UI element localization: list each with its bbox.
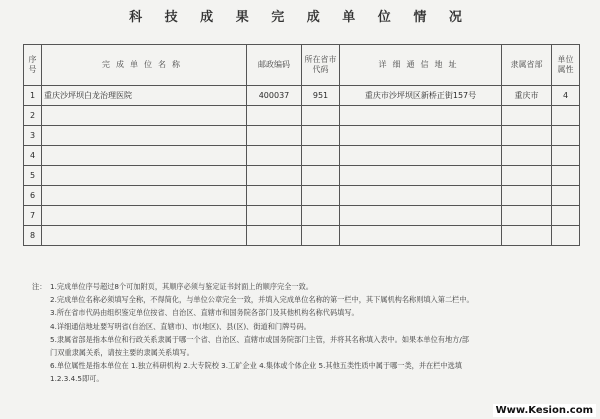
cell-region-code — [302, 226, 340, 246]
note-line: 4.详细通信地址要写明省(自治区、直辖市)、市(地区)、县(区)、街道和门牌号码。 — [50, 321, 311, 331]
note-line: 6.单位属性是指本单位在 1.独立科研机构 2.大专院校 3.工矿企业 4.集体或个体企业 5.其他五类性质中属于哪一类，并在栏中选填 — [50, 361, 462, 371]
cell-postcode — [247, 106, 302, 126]
table-header-row — [24, 45, 580, 86]
cell-dept: 重庆市 — [502, 86, 552, 106]
cell-postcode — [247, 206, 302, 226]
cell-address: 重庆市沙坪坝区新桥正街157号 — [340, 86, 502, 106]
cell-unit-attr — [552, 186, 580, 206]
cell-address — [340, 106, 502, 126]
cell-address — [340, 206, 502, 226]
cell-address — [340, 186, 502, 206]
cell-unit-name — [42, 126, 247, 146]
cell-dept — [502, 186, 552, 206]
cell-seq: 8 — [24, 226, 42, 246]
cell-seq: 1 — [24, 86, 42, 106]
table-row — [24, 126, 580, 146]
cell-unit-name — [42, 226, 247, 246]
table-row — [24, 186, 580, 206]
header-unit-attr: 单位属性 — [552, 45, 580, 86]
cell-unit-name — [42, 166, 247, 186]
table-row — [24, 86, 580, 106]
cell-dept — [502, 166, 552, 186]
cell-unit-attr: 4 — [552, 86, 580, 106]
table-row — [24, 166, 580, 186]
cell-region-code: 951 — [302, 86, 340, 106]
cell-seq: 2 — [24, 106, 42, 126]
cell-unit-name — [42, 206, 247, 226]
cell-postcode — [247, 146, 302, 166]
cell-postcode: 400037 — [247, 86, 302, 106]
cell-region-code — [302, 206, 340, 226]
cell-unit-attr — [552, 206, 580, 226]
header-region-code: 所在省市代码 — [302, 45, 340, 86]
cell-address — [340, 126, 502, 146]
cell-address — [340, 226, 502, 246]
cell-seq: 7 — [24, 206, 42, 226]
site-watermark: Www.Kesion.com — [493, 404, 596, 417]
header-address: 详细通信地址 — [340, 45, 502, 86]
cell-postcode — [247, 126, 302, 146]
cell-seq: 4 — [24, 146, 42, 166]
cell-dept — [502, 106, 552, 126]
cell-unit-attr — [552, 126, 580, 146]
header-dept: 隶属省部 — [502, 45, 552, 86]
note-line: 1.完成单位序号超过8个可加附页，其顺序必须与鉴定证书封面上的顺序完全一致。 — [50, 282, 313, 291]
cell-postcode — [247, 186, 302, 206]
cell-unit-name — [42, 106, 247, 126]
cell-postcode — [247, 166, 302, 186]
cell-dept — [502, 226, 552, 246]
cell-dept — [502, 146, 552, 166]
cell-postcode — [247, 226, 302, 246]
header-seq: 序号 — [24, 45, 42, 86]
table-row — [24, 106, 580, 126]
note-line: 3.所在省市代码由组织鉴定单位按省、自治区、直辖市和国务院各部门及其他机构名称代码填写。 — [50, 308, 359, 318]
header-unit-name: 完成单位名称 — [42, 45, 247, 86]
cell-unit-attr — [552, 146, 580, 166]
cell-dept — [502, 206, 552, 226]
cell-seq: 3 — [24, 126, 42, 146]
cell-seq: 5 — [24, 166, 42, 186]
cell-address — [340, 146, 502, 166]
cell-unit-name: 重庆沙坪坝白龙治理医院 — [42, 86, 247, 106]
table-row — [24, 146, 580, 166]
cell-address — [340, 166, 502, 186]
cell-region-code — [302, 186, 340, 206]
units-table — [23, 44, 580, 246]
cell-unit-name — [42, 146, 247, 166]
cell-unit-attr — [552, 226, 580, 246]
cell-region-code — [302, 146, 340, 166]
cell-seq: 6 — [24, 186, 42, 206]
header-postcode: 邮政编码 — [247, 45, 302, 86]
note-line: 5.隶属省部是指本单位和行政关系隶属于哪一个省、自治区、直辖市或国务院部门主管，并将其名称填入表中。如果本单位有地方/部 — [50, 334, 469, 344]
note-line: 2.完成单位名称必须填写全称，不得简化，与单位公章完全一致，并填入完成单位名称的第一栏中，其下属机构名称则填入第二栏中。 — [50, 295, 474, 305]
note-line: 门双重隶属关系，请按主要的隶属关系填写。 — [50, 348, 194, 358]
table-row — [24, 206, 580, 226]
cell-region-code — [302, 106, 340, 126]
cell-region-code — [302, 126, 340, 146]
table-row — [24, 226, 580, 246]
notes-section — [32, 280, 591, 386]
page-title: 科 技 成 果 完 成 单 位 情 况 — [129, 10, 471, 25]
cell-dept — [502, 126, 552, 146]
notes-heading: 注： — [32, 282, 47, 291]
cell-unit-name — [42, 186, 247, 206]
cell-region-code — [302, 166, 340, 186]
cell-unit-attr — [552, 166, 580, 186]
cell-unit-attr — [552, 106, 580, 126]
note-line: 1.2.3.4.5即可。 — [50, 374, 104, 384]
